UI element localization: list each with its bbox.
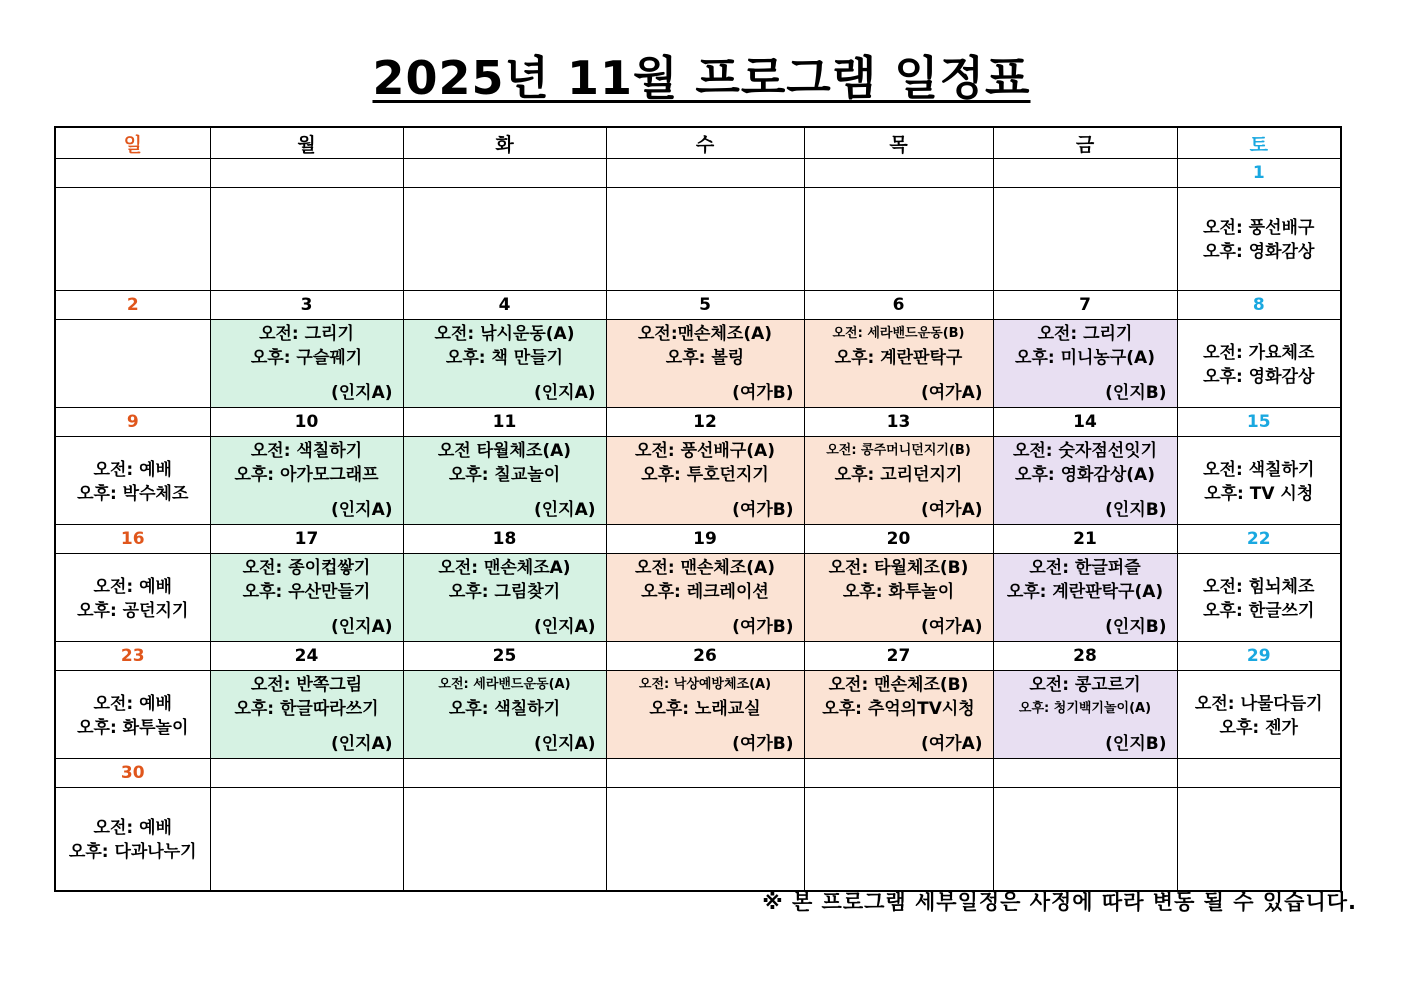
afternoon-activity: 오후: 레크레이션: [641, 582, 769, 602]
day-cell: [993, 188, 1177, 291]
day-cell: [606, 188, 804, 291]
day-number: 1: [1177, 159, 1341, 188]
program-category-tag: (인지B): [1105, 500, 1167, 520]
page-title: 2025년 11월 프로그램 일정표: [372, 51, 1031, 105]
date-row: [55, 159, 1341, 188]
day-cell: [55, 788, 210, 892]
afternoon-activity: 오후: 박수체조: [77, 483, 189, 504]
day-cell: [993, 788, 1177, 892]
day-cell: [55, 320, 210, 408]
day-number: [606, 759, 804, 788]
day-cell: [210, 671, 403, 759]
schedule-note: ※ 본 프로그램 세부일정은 사정에 따라 변동 될 수 있습니다.: [762, 890, 1357, 914]
program-category-tag: (인지A): [330, 734, 393, 754]
afternoon-activity: 오후: 한글쓰기: [1203, 600, 1315, 621]
morning-activity: 오전: 예배: [93, 576, 172, 597]
day-cell: [403, 671, 606, 759]
activity-row: [55, 671, 1341, 759]
day-cell: [993, 671, 1177, 759]
activity-row: [55, 788, 1341, 892]
morning-activity: 오전: 숫자점선잇기: [1012, 441, 1158, 461]
date-row: [55, 642, 1341, 671]
program-category-tag: (여가B): [732, 500, 794, 520]
day-number: 26: [606, 642, 804, 671]
day-cell: [804, 554, 993, 642]
weekday-header: 월: [210, 127, 403, 159]
afternoon-activity: 오후: 미니농구(A): [1015, 348, 1155, 368]
afternoon-activity: 오후: 한글따라쓰기: [234, 699, 379, 719]
day-number: 28: [993, 642, 1177, 671]
weekday-header-row: [55, 127, 1341, 159]
program-category-tag: (여가B): [732, 383, 794, 403]
day-cell: [403, 320, 606, 408]
day-cell: [210, 788, 403, 892]
day-cell: [55, 188, 210, 291]
morning-activity: 오전: 세라밴드운동(A): [438, 677, 571, 692]
date-row: [55, 408, 1341, 437]
day-number: [210, 159, 403, 188]
morning-activity: 오전: 힘뇌체조: [1203, 576, 1315, 597]
date-row: [55, 759, 1341, 788]
morning-activity: 오전: 콩고르기: [1029, 675, 1141, 695]
program-category-tag: (여가B): [732, 734, 794, 754]
day-cell: [804, 320, 993, 408]
morning-activity: 오전: 예배: [93, 459, 172, 480]
program-category-tag: (인지A): [533, 734, 596, 754]
day-number: 2: [55, 291, 210, 320]
day-number: 21: [993, 525, 1177, 554]
day-cell: [1177, 437, 1341, 525]
afternoon-activity: 오후: 추억의TV시청: [822, 699, 975, 719]
program-category-tag: (여가A): [920, 734, 983, 754]
day-number: 19: [606, 525, 804, 554]
day-cell: [210, 320, 403, 408]
morning-activity: 오전: 콩주머니던지기(B): [826, 443, 971, 458]
day-number: [606, 159, 804, 188]
morning-activity: 오전: 가요체조: [1203, 342, 1315, 363]
day-number: 15: [1177, 408, 1341, 437]
day-cell: [804, 671, 993, 759]
activity-row: [55, 437, 1341, 525]
day-cell: [1177, 188, 1341, 291]
day-number: [55, 159, 210, 188]
afternoon-activity: 오후: 색칠하기: [448, 699, 561, 719]
program-category-tag: (여가A): [920, 500, 983, 520]
day-number: [403, 159, 606, 188]
day-cell: [1177, 788, 1341, 892]
date-row: [55, 525, 1341, 554]
program-category-tag: (인지A): [330, 383, 393, 403]
day-cell: [606, 320, 804, 408]
day-cell: [993, 554, 1177, 642]
day-cell: [606, 437, 804, 525]
day-cell: [1177, 320, 1341, 408]
program-category-tag: (인지B): [1105, 617, 1167, 637]
day-number: 24: [210, 642, 403, 671]
day-cell: [993, 437, 1177, 525]
day-number: [804, 759, 993, 788]
program-category-tag: (인지A): [533, 500, 596, 520]
afternoon-activity: 오후: 화투놀이: [77, 717, 189, 738]
day-cell: [403, 437, 606, 525]
morning-activity: 오전: 한글퍼즐: [1029, 558, 1141, 578]
program-category-tag: (여가B): [732, 617, 794, 637]
afternoon-activity: 오후: 영화감상: [1203, 242, 1315, 262]
activity-row: [55, 554, 1341, 642]
day-number: 7: [993, 291, 1177, 320]
afternoon-activity: 오후: 노래교실: [649, 699, 761, 719]
day-cell: [606, 671, 804, 759]
afternoon-activity: 오후: 공던지기: [77, 600, 189, 621]
afternoon-activity: 오후: 다과나누기: [68, 842, 197, 862]
afternoon-activity: 오후: 계란판탁구(A): [1006, 582, 1164, 602]
morning-activity: 오전: 나물다듬기: [1194, 693, 1323, 714]
afternoon-activity: 오후: 투호던지기: [641, 465, 769, 485]
day-cell: [804, 188, 993, 291]
day-cell: [210, 554, 403, 642]
afternoon-activity: 오후: 볼링: [665, 348, 745, 368]
day-number: 5: [606, 291, 804, 320]
day-cell: [1177, 671, 1341, 759]
day-cell: [55, 554, 210, 642]
morning-activity: 오전: 색칠하기: [250, 441, 363, 461]
day-number: 8: [1177, 291, 1341, 320]
calendar-table: [54, 126, 1342, 892]
day-number: 14: [993, 408, 1177, 437]
day-number: 9: [55, 408, 210, 437]
day-number: 29: [1177, 642, 1341, 671]
day-number: 17: [210, 525, 403, 554]
afternoon-activity: 오후: 칠교놀이: [448, 465, 561, 485]
weekday-header: 목: [804, 127, 993, 159]
program-category-tag: (인지A): [533, 383, 596, 403]
morning-activity: 오전: 풍선배구: [1203, 218, 1315, 238]
afternoon-activity: 오후: 청기백기놀이(A): [1018, 701, 1152, 716]
afternoon-activity: 오후: TV 시청: [1204, 483, 1314, 504]
day-number: 20: [804, 525, 993, 554]
afternoon-activity: 오후: 우산만들기: [242, 582, 371, 602]
weekday-header: 금: [993, 127, 1177, 159]
day-number: 12: [606, 408, 804, 437]
activity-row: [55, 320, 1341, 408]
day-number: 10: [210, 408, 403, 437]
weekday-header: 화: [403, 127, 606, 159]
day-cell: [403, 188, 606, 291]
morning-activity: 오전: 반쪽그림: [250, 675, 363, 695]
day-cell: [55, 437, 210, 525]
day-number: [804, 159, 993, 188]
activity-row: [55, 188, 1341, 291]
day-cell: [403, 788, 606, 892]
day-cell: [55, 671, 210, 759]
morning-activity: 오전: 그리기: [259, 324, 354, 344]
day-number: 4: [403, 291, 606, 320]
day-number: 25: [403, 642, 606, 671]
morning-activity: 오전: 타월체조(B): [828, 558, 969, 578]
weekday-header: 토: [1177, 127, 1341, 159]
afternoon-activity: 오후: 영화감상(A): [1015, 465, 1155, 485]
day-cell: [606, 788, 804, 892]
day-cell: [804, 788, 993, 892]
day-number: [403, 759, 606, 788]
morning-activity: 오전: 색칠하기: [1203, 459, 1315, 480]
day-cell: [804, 437, 993, 525]
day-number: 18: [403, 525, 606, 554]
day-number: 11: [403, 408, 606, 437]
afternoon-activity: 오후: 계란판탁구: [834, 348, 963, 368]
program-category-tag: (인지A): [533, 617, 596, 637]
program-category-tag: (인지B): [1105, 734, 1167, 754]
morning-activity: 오전 타월체조(A): [437, 441, 572, 461]
morning-activity: 오전: 낚시운동(A): [434, 324, 575, 344]
afternoon-activity: 오후: 젠가: [1219, 717, 1298, 738]
day-cell: [210, 188, 403, 291]
weekday-header: 수: [606, 127, 804, 159]
day-number: 23: [55, 642, 210, 671]
day-number: 30: [55, 759, 210, 788]
afternoon-activity: 오후: 책 만들기: [445, 348, 564, 368]
day-number: 22: [1177, 525, 1341, 554]
morning-activity: 오전: 맨손체조A): [438, 558, 571, 578]
day-number: [993, 759, 1177, 788]
date-row: [55, 291, 1341, 320]
morning-activity: 오전: 풍선배구(A): [635, 441, 775, 461]
program-category-tag: (인지B): [1105, 383, 1167, 403]
afternoon-activity: 오후: 아가모그래프: [234, 465, 379, 485]
day-number: 6: [804, 291, 993, 320]
day-number: [993, 159, 1177, 188]
morning-activity: 오전:맨손체조(A): [637, 324, 773, 344]
day-cell: [1177, 554, 1341, 642]
program-category-tag: (인지A): [330, 617, 393, 637]
morning-activity: 오전: 종이컵쌓기: [242, 558, 371, 578]
day-cell: [403, 554, 606, 642]
program-category-tag: (인지A): [330, 500, 393, 520]
morning-activity: 오전: 예배: [93, 818, 172, 838]
program-category-tag: (여가A): [920, 383, 983, 403]
program-category-tag: (여가A): [920, 617, 983, 637]
morning-activity: 오전: 낙상예방체조(A): [638, 677, 772, 692]
day-number: 13: [804, 408, 993, 437]
morning-activity: 오전: 예배: [93, 693, 172, 714]
day-number: 27: [804, 642, 993, 671]
afternoon-activity: 오후: 그림찾기: [448, 582, 561, 602]
morning-activity: 오전: 그리기: [1037, 324, 1133, 344]
morning-activity: 오전: 세라밴드운동(B): [832, 326, 965, 341]
afternoon-activity: 오후: 고리던지기: [834, 465, 963, 485]
day-cell: [993, 320, 1177, 408]
morning-activity: 오전: 맨손체조(A): [635, 558, 775, 578]
weekday-header: 일: [55, 127, 210, 159]
day-cell: [606, 554, 804, 642]
afternoon-activity: 오후: 구슬꿰기: [250, 348, 363, 368]
day-cell: [210, 437, 403, 525]
afternoon-activity: 오후: 화투놀이: [842, 582, 955, 602]
day-number: 3: [210, 291, 403, 320]
afternoon-activity: 오후: 영화감상: [1203, 366, 1315, 387]
day-number: 16: [55, 525, 210, 554]
morning-activity: 오전: 맨손체조(B): [828, 675, 969, 695]
day-number: [210, 759, 403, 788]
day-number: [1177, 759, 1341, 788]
